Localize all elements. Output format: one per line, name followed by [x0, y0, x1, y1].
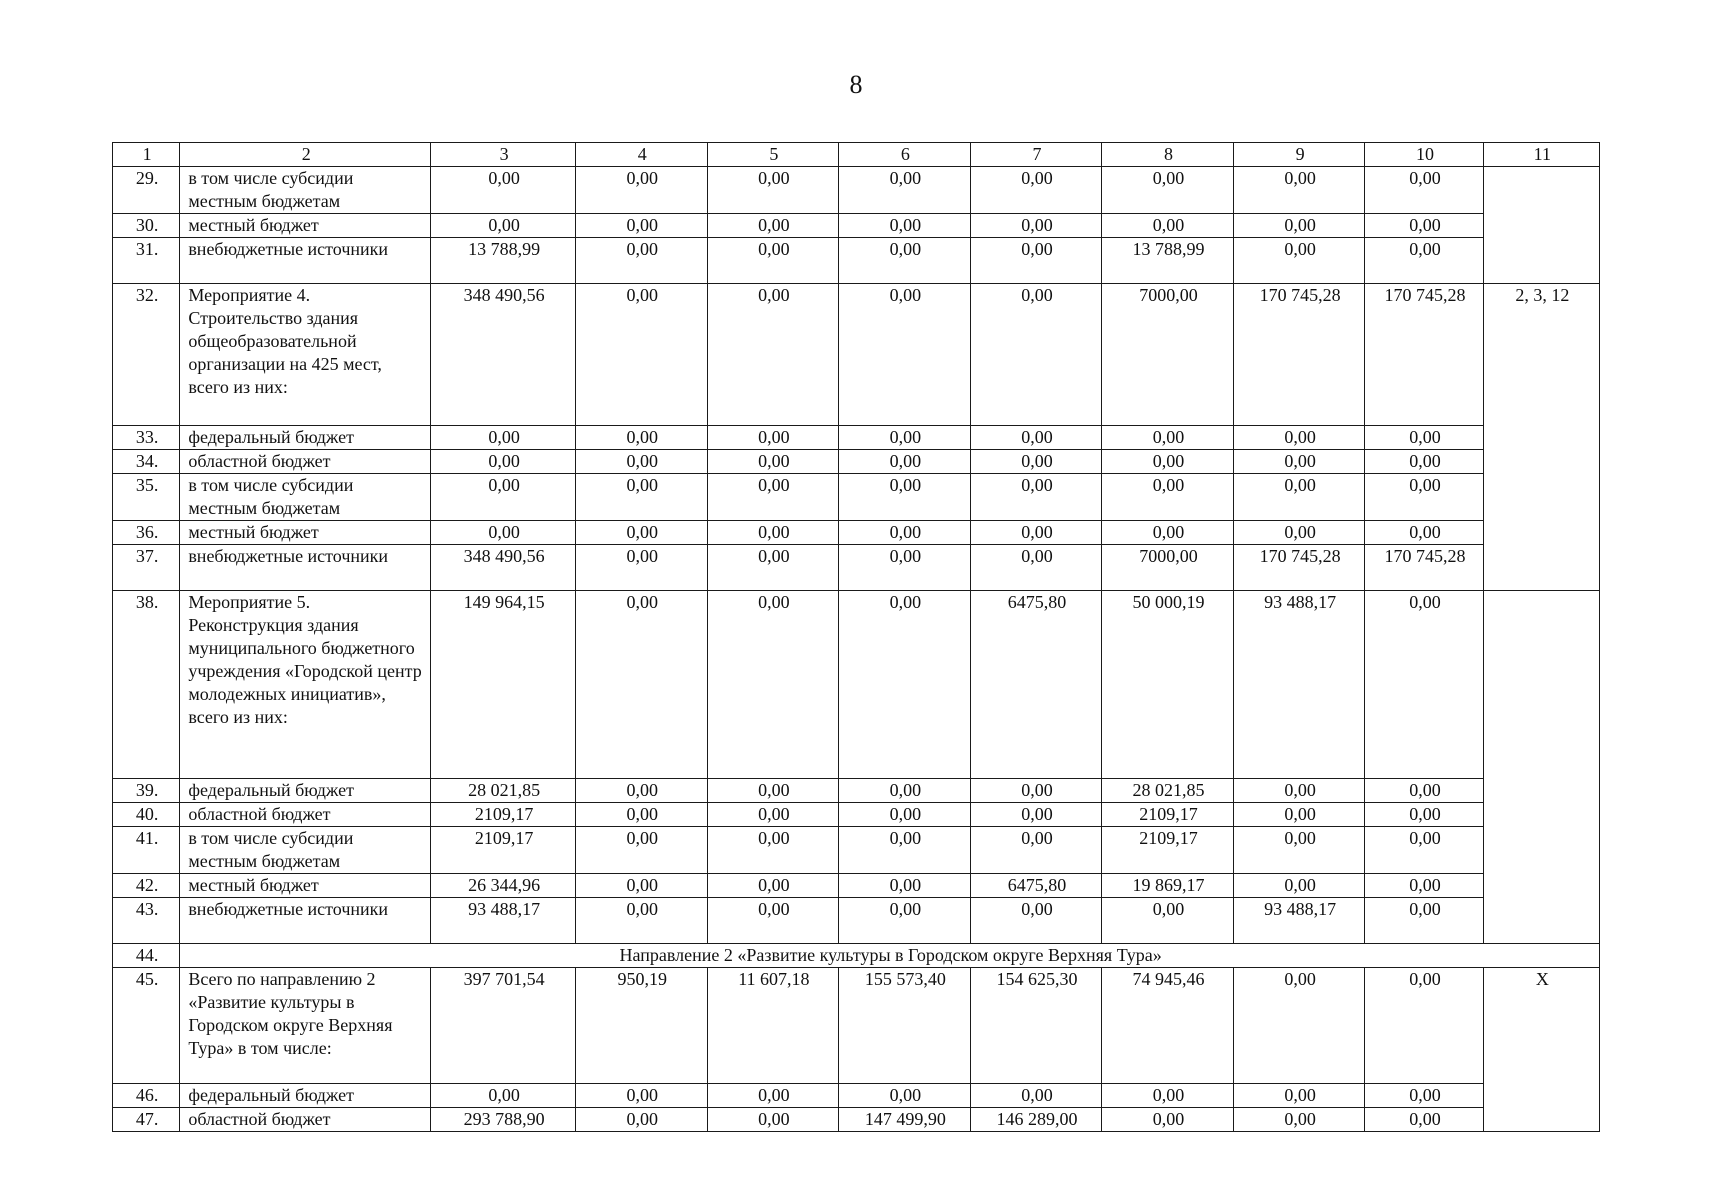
- cell-value: 0,00: [839, 803, 971, 827]
- cell-value: 0,00: [839, 214, 971, 238]
- cell-value: 0,00: [1365, 874, 1483, 898]
- cell-value: 348 490,56: [431, 284, 576, 426]
- cell-value: 0,00: [707, 827, 839, 874]
- cell-value: 7000,00: [1102, 545, 1234, 591]
- reference-cell: [1483, 591, 1599, 944]
- cell-value: 0,00: [1365, 898, 1483, 944]
- cell-value: 0,00: [970, 238, 1102, 284]
- cell-value: 0,00: [839, 545, 971, 591]
- cell-value: 147 499,90: [839, 1108, 971, 1132]
- cell-value: 154 625,30: [970, 968, 1102, 1084]
- cell-value: 0,00: [970, 827, 1102, 874]
- row-number: 32.: [113, 284, 180, 426]
- cell-value: 0,00: [1365, 779, 1483, 803]
- cell-value: 0,00: [970, 426, 1102, 450]
- column-number: 4: [576, 143, 708, 167]
- cell-value: 0,00: [707, 521, 839, 545]
- cell-value: 6475,80: [970, 591, 1102, 779]
- cell-value: 0,00: [576, 803, 708, 827]
- cell-value: 155 573,40: [839, 968, 971, 1084]
- cell-value: 2109,17: [431, 827, 576, 874]
- column-number: 9: [1233, 143, 1365, 167]
- cell-value: 0,00: [576, 1108, 708, 1132]
- row-label: Всего по направлению 2 «Развитие культуры в Городском округе Верхняя Тура» в том числе:: [180, 968, 431, 1084]
- cell-value: 0,00: [1365, 214, 1483, 238]
- cell-value: 0,00: [839, 450, 971, 474]
- cell-value: 0,00: [431, 426, 576, 450]
- column-number: 10: [1365, 143, 1483, 167]
- cell-value: 0,00: [970, 450, 1102, 474]
- cell-value: 0,00: [1233, 474, 1365, 521]
- cell-value: 397 701,54: [431, 968, 576, 1084]
- cell-value: 0,00: [1233, 779, 1365, 803]
- cell-value: 26 344,96: [431, 874, 576, 898]
- cell-value: 0,00: [970, 214, 1102, 238]
- row-number: 42.: [113, 874, 180, 898]
- cell-value: 348 490,56: [431, 545, 576, 591]
- cell-value: 0,00: [576, 167, 708, 214]
- row-number: 33.: [113, 426, 180, 450]
- cell-value: 149 964,15: [431, 591, 576, 779]
- row-number: 38.: [113, 591, 180, 779]
- cell-value: 0,00: [970, 167, 1102, 214]
- cell-value: 0,00: [1365, 827, 1483, 874]
- table-row: [113, 898, 1600, 944]
- cell-value: 0,00: [1233, 521, 1365, 545]
- cell-value: 28 021,85: [1102, 779, 1234, 803]
- cell-value: 0,00: [707, 450, 839, 474]
- cell-value: 0,00: [1365, 474, 1483, 521]
- column-number: 1: [113, 143, 180, 167]
- table-row: [113, 1084, 1600, 1108]
- row-label: в том числе субсидии местным бюджетам: [180, 167, 431, 214]
- cell-value: 0,00: [707, 214, 839, 238]
- row-number: 44.: [113, 944, 180, 968]
- table-row: [113, 591, 1600, 779]
- row-label: федеральный бюджет: [180, 426, 431, 450]
- cell-value: 0,00: [576, 474, 708, 521]
- cell-value: 0,00: [1233, 827, 1365, 874]
- row-number: 35.: [113, 474, 180, 521]
- row-number: 31.: [113, 238, 180, 284]
- cell-value: 2109,17: [1102, 827, 1234, 874]
- cell-value: 0,00: [1233, 167, 1365, 214]
- cell-value: 0,00: [1365, 1084, 1483, 1108]
- cell-value: 0,00: [1233, 968, 1365, 1084]
- cell-value: 0,00: [839, 521, 971, 545]
- row-label: Мероприятие 5. Реконструкция здания муниципального бюджетного учреждения «Городской центр молодежных инициатив», всего из них:: [180, 591, 431, 779]
- column-number: 2: [180, 143, 431, 167]
- cell-value: 0,00: [839, 1084, 971, 1108]
- cell-value: 0,00: [576, 214, 708, 238]
- cell-value: 170 745,28: [1365, 284, 1483, 426]
- cell-value: 0,00: [1233, 238, 1365, 284]
- cell-value: 0,00: [970, 474, 1102, 521]
- table-row: [113, 1108, 1600, 1132]
- cell-value: 146 289,00: [970, 1108, 1102, 1132]
- cell-value: 0,00: [839, 238, 971, 284]
- row-number: 47.: [113, 1108, 180, 1132]
- cell-value: 0,00: [576, 779, 708, 803]
- cell-value: 13 788,99: [431, 238, 576, 284]
- cell-value: 0,00: [839, 827, 971, 874]
- cell-value: 0,00: [707, 545, 839, 591]
- row-number: 45.: [113, 968, 180, 1084]
- cell-value: 0,00: [1102, 898, 1234, 944]
- cell-value: 0,00: [707, 474, 839, 521]
- cell-value: 0,00: [1233, 1108, 1365, 1132]
- cell-value: 170 745,28: [1233, 545, 1365, 591]
- cell-value: 0,00: [431, 167, 576, 214]
- cell-value: 0,00: [707, 803, 839, 827]
- cell-value: 0,00: [1233, 1084, 1365, 1108]
- row-number: 43.: [113, 898, 180, 944]
- cell-value: 6475,80: [970, 874, 1102, 898]
- cell-value: 0,00: [1365, 238, 1483, 284]
- cell-value: 0,00: [839, 474, 971, 521]
- column-number: 7: [970, 143, 1102, 167]
- table-row: [113, 167, 1600, 214]
- cell-value: 0,00: [970, 779, 1102, 803]
- section-heading: Направление 2 «Развитие культуры в Городском округе Верхняя Тура»: [180, 944, 1600, 968]
- cell-value: 0,00: [1102, 474, 1234, 521]
- cell-value: 0,00: [707, 779, 839, 803]
- cell-value: 0,00: [1365, 426, 1483, 450]
- cell-value: 0,00: [1365, 167, 1483, 214]
- row-label: местный бюджет: [180, 521, 431, 545]
- table-row: [113, 779, 1600, 803]
- cell-value: 2109,17: [431, 803, 576, 827]
- table-row: [113, 450, 1600, 474]
- cell-value: 0,00: [1365, 450, 1483, 474]
- cell-value: 0,00: [707, 1108, 839, 1132]
- cell-value: 0,00: [1233, 214, 1365, 238]
- cell-value: 0,00: [1102, 450, 1234, 474]
- cell-value: 50 000,19: [1102, 591, 1234, 779]
- table-row: [113, 426, 1600, 450]
- column-number: 11: [1483, 143, 1599, 167]
- page-number: 8: [849, 70, 863, 99]
- cell-value: 0,00: [970, 284, 1102, 426]
- cell-value: 11 607,18: [707, 968, 839, 1084]
- cell-value: 0,00: [431, 474, 576, 521]
- row-number: 46.: [113, 1084, 180, 1108]
- row-number: 40.: [113, 803, 180, 827]
- cell-value: 0,00: [839, 779, 971, 803]
- row-label: в том числе субсидии местным бюджетам: [180, 827, 431, 874]
- cell-value: 0,00: [1233, 450, 1365, 474]
- column-number: 5: [707, 143, 839, 167]
- table-row: [113, 284, 1600, 426]
- cell-value: 950,19: [576, 968, 708, 1084]
- cell-value: 0,00: [970, 898, 1102, 944]
- cell-value: 28 021,85: [431, 779, 576, 803]
- row-number: 39.: [113, 779, 180, 803]
- row-label: местный бюджет: [180, 874, 431, 898]
- cell-value: 0,00: [839, 426, 971, 450]
- cell-value: 0,00: [1233, 426, 1365, 450]
- table-row: [113, 238, 1600, 284]
- cell-value: 0,00: [576, 284, 708, 426]
- column-number: 8: [1102, 143, 1234, 167]
- row-number: 36.: [113, 521, 180, 545]
- section-row: [113, 944, 1600, 968]
- cell-value: 170 745,28: [1233, 284, 1365, 426]
- budget-table: [112, 142, 1600, 1132]
- row-label: федеральный бюджет: [180, 779, 431, 803]
- cell-value: 0,00: [707, 167, 839, 214]
- cell-value: 0,00: [576, 1084, 708, 1108]
- cell-value: 93 488,17: [431, 898, 576, 944]
- row-label: местный бюджет: [180, 214, 431, 238]
- cell-value: 0,00: [707, 238, 839, 284]
- cell-value: 0,00: [1102, 521, 1234, 545]
- cell-value: 0,00: [1365, 968, 1483, 1084]
- cell-value: 0,00: [576, 591, 708, 779]
- cell-value: 0,00: [1365, 1108, 1483, 1132]
- cell-value: 19 869,17: [1102, 874, 1234, 898]
- table-row: [113, 521, 1600, 545]
- cell-value: 0,00: [707, 426, 839, 450]
- cell-value: 13 788,99: [1102, 238, 1234, 284]
- cell-value: 0,00: [576, 426, 708, 450]
- cell-value: 0,00: [1102, 214, 1234, 238]
- cell-value: 2109,17: [1102, 803, 1234, 827]
- cell-value: 93 488,17: [1233, 898, 1365, 944]
- table-row: [113, 827, 1600, 874]
- cell-value: 0,00: [1102, 426, 1234, 450]
- cell-value: 0,00: [576, 545, 708, 591]
- cell-value: 0,00: [970, 545, 1102, 591]
- cell-value: 0,00: [707, 284, 839, 426]
- cell-value: 0,00: [576, 238, 708, 284]
- cell-value: 0,00: [707, 1084, 839, 1108]
- row-number: 29.: [113, 167, 180, 214]
- cell-value: 7000,00: [1102, 284, 1234, 426]
- cell-value: 0,00: [839, 284, 971, 426]
- cell-value: 0,00: [707, 898, 839, 944]
- cell-value: 0,00: [1233, 803, 1365, 827]
- cell-value: 0,00: [970, 521, 1102, 545]
- cell-value: 0,00: [970, 803, 1102, 827]
- cell-value: 0,00: [1102, 167, 1234, 214]
- cell-value: 0,00: [839, 874, 971, 898]
- table-row: [113, 968, 1600, 1084]
- cell-value: 0,00: [576, 450, 708, 474]
- cell-value: 0,00: [707, 874, 839, 898]
- cell-value: 0,00: [839, 591, 971, 779]
- cell-value: 0,00: [431, 521, 576, 545]
- cell-value: 93 488,17: [1233, 591, 1365, 779]
- reference-cell: [1483, 167, 1599, 284]
- reference-cell: 2, 3, 12: [1483, 284, 1599, 591]
- row-label: областной бюджет: [180, 450, 431, 474]
- cell-value: 293 788,90: [431, 1108, 576, 1132]
- cell-value: 0,00: [1365, 591, 1483, 779]
- cell-value: 0,00: [1102, 1084, 1234, 1108]
- cell-value: 74 945,46: [1102, 968, 1234, 1084]
- row-label: внебюджетные источники: [180, 898, 431, 944]
- cell-value: 0,00: [707, 591, 839, 779]
- row-label: федеральный бюджет: [180, 1084, 431, 1108]
- row-label: Мероприятие 4. Строительство здания общеобразовательной организации на 425 мест, всего из них:: [180, 284, 431, 426]
- table-row: [113, 214, 1600, 238]
- row-label: внебюджетные источники: [180, 238, 431, 284]
- row-label: в том числе субсидии местным бюджетам: [180, 474, 431, 521]
- row-number: 41.: [113, 827, 180, 874]
- cell-value: 0,00: [839, 898, 971, 944]
- cell-value: 0,00: [1233, 874, 1365, 898]
- cell-value: 0,00: [970, 1084, 1102, 1108]
- cell-value: 0,00: [576, 521, 708, 545]
- cell-value: 0,00: [576, 827, 708, 874]
- cell-value: 0,00: [431, 450, 576, 474]
- cell-value: 0,00: [576, 874, 708, 898]
- row-label: областной бюджет: [180, 1108, 431, 1132]
- column-number: 6: [839, 143, 971, 167]
- cell-value: 0,00: [1365, 521, 1483, 545]
- reference-cell: X: [1483, 968, 1599, 1132]
- column-number: 3: [431, 143, 576, 167]
- cell-value: 0,00: [576, 898, 708, 944]
- cell-value: 0,00: [431, 214, 576, 238]
- cell-value: 0,00: [839, 167, 971, 214]
- table-row: [113, 874, 1600, 898]
- row-number: 37.: [113, 545, 180, 591]
- cell-value: 170 745,28: [1365, 545, 1483, 591]
- row-label: внебюджетные источники: [180, 545, 431, 591]
- row-label: областной бюджет: [180, 803, 431, 827]
- cell-value: 0,00: [1365, 803, 1483, 827]
- row-number: 34.: [113, 450, 180, 474]
- row-number: 30.: [113, 214, 180, 238]
- cell-value: 0,00: [431, 1084, 576, 1108]
- column-number-row: [113, 143, 1600, 167]
- cell-value: 0,00: [1102, 1108, 1234, 1132]
- table-row: [113, 545, 1600, 591]
- table-row: [113, 474, 1600, 521]
- table-row: [113, 803, 1600, 827]
